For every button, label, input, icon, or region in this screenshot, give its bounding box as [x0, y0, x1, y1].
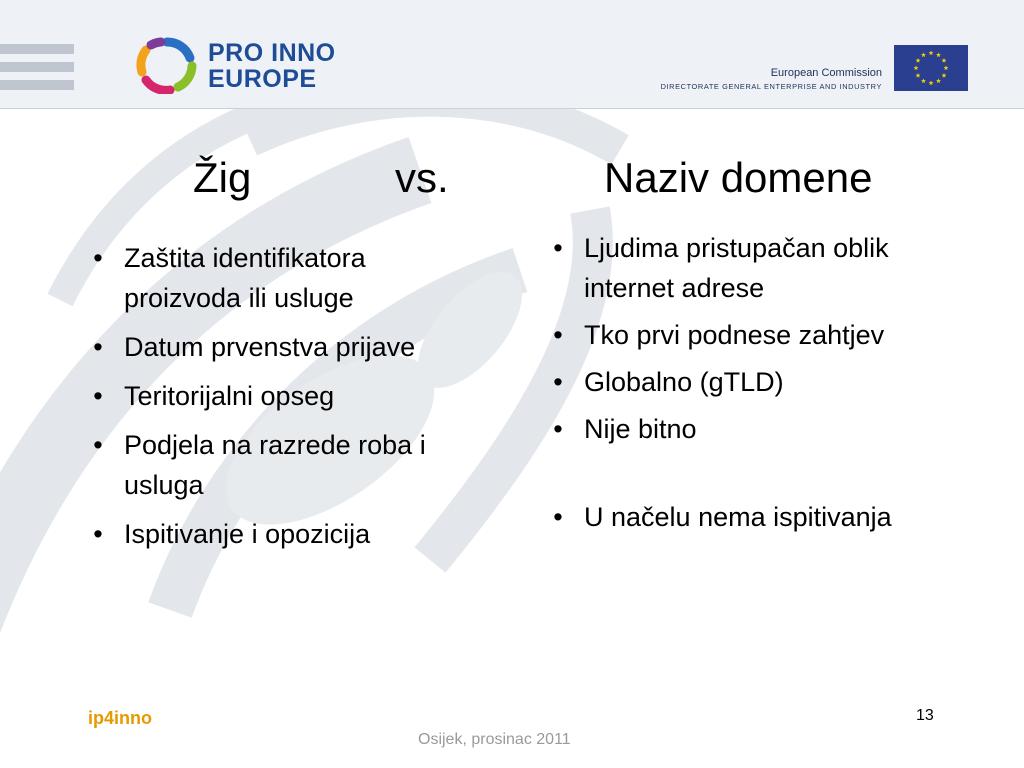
- list-item-text: U načelu nema ispitivanja: [584, 502, 892, 532]
- bullet-icon: •: [553, 502, 563, 532]
- list-item-text: Teritorijalni opseg: [124, 381, 335, 411]
- commission-directorate: DIRECTORATE GENERAL ENTERPRISE AND INDUSTRY: [660, 82, 882, 91]
- bullet-icon: •: [93, 430, 103, 460]
- list-item-text: Podjela na razrede roba i usluga: [124, 430, 426, 500]
- eu-flag-icon: [894, 45, 968, 91]
- list-item: [86, 376, 466, 416]
- footer-caption: Osijek, prosinac 2011: [418, 731, 571, 748]
- bullet-icon: •: [93, 243, 103, 273]
- brand-line-1: PRO INNO: [208, 39, 336, 67]
- list-item: [86, 238, 466, 318]
- bullet-icon: •: [553, 320, 563, 350]
- list-item-text: Nije bitno: [584, 414, 697, 444]
- list-item-text: Ljudima pristupačan oblik internet adrese: [584, 233, 889, 303]
- list-item: [546, 409, 926, 449]
- list-item-text: Zaštita identifikatora proizvoda ili usluge: [124, 243, 366, 313]
- header-stripes-decoration: [0, 0, 140, 108]
- trademark-feature-list: [86, 238, 466, 563]
- title-domain-name: Naziv domene: [604, 154, 873, 201]
- title-trademark: Žig: [193, 154, 252, 201]
- list-item: [546, 228, 926, 308]
- list-item-text: Datum prvenstva prijave: [124, 332, 416, 362]
- list-item: [546, 497, 926, 537]
- domain-name-feature-list: [546, 228, 926, 544]
- list-item: [86, 514, 466, 554]
- page-number: 13: [916, 707, 934, 724]
- list-item: [546, 315, 926, 355]
- pro-inno-ring-logo-icon: [134, 36, 200, 94]
- european-commission-label: [661, 66, 882, 92]
- bullet-icon: •: [93, 519, 103, 549]
- list-item-text: Ispitivanje i opozicija: [124, 519, 371, 549]
- brand-line-2: EUROPE: [208, 65, 317, 93]
- pro-inno-europe-wordmark: [208, 40, 336, 92]
- title-versus: vs.: [395, 154, 449, 201]
- list-item: [86, 327, 466, 367]
- list-item-text: Globalno (gTLD): [584, 367, 784, 397]
- list-item: [546, 362, 926, 402]
- bullet-icon: •: [93, 381, 103, 411]
- bullet-icon: •: [553, 367, 563, 397]
- bullet-icon: •: [553, 414, 563, 444]
- bullet-icon: •: [93, 332, 103, 362]
- list-item-text: Tko prvi podnese zahtjev: [584, 320, 885, 350]
- list-item: [86, 425, 466, 505]
- footer-brand: ip4inno: [88, 708, 152, 728]
- bullet-icon: •: [553, 233, 563, 263]
- commission-name: European Commission: [770, 67, 882, 79]
